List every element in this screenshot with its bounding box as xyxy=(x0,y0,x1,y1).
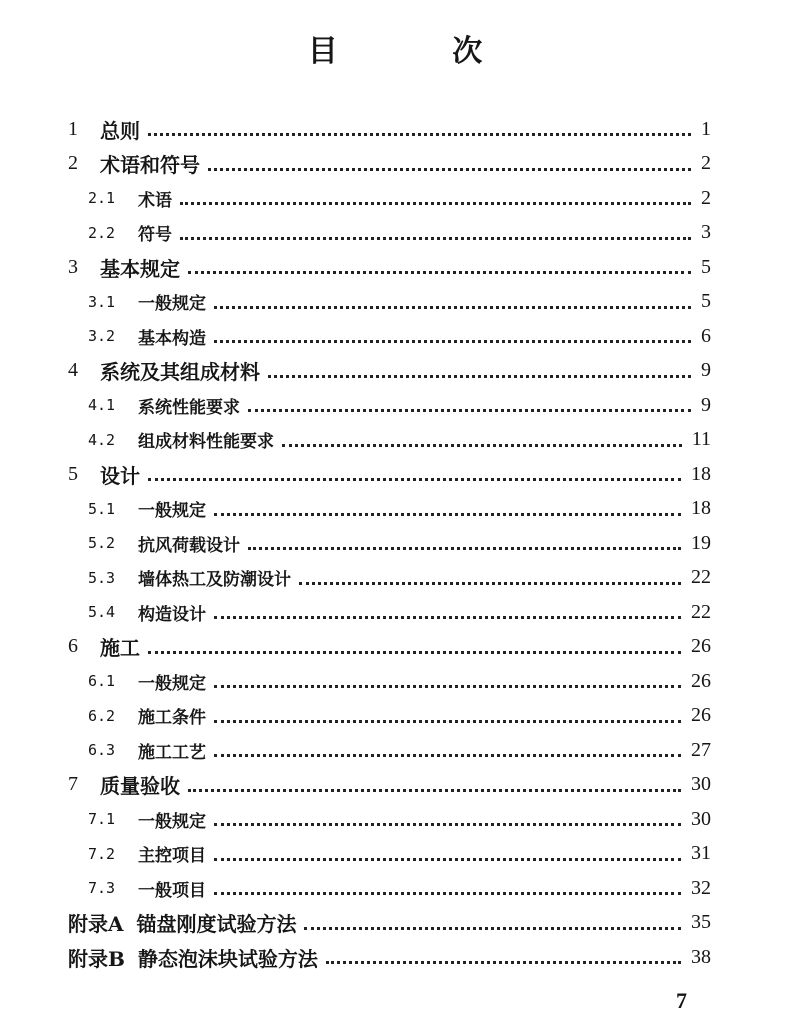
toc-entry-title: 施工条件 xyxy=(138,708,206,729)
toc-entry-page: 30 xyxy=(691,807,711,830)
toc-entry-page: 2 xyxy=(701,152,711,175)
table-of-contents xyxy=(0,112,790,975)
toc-entry-number: 1 xyxy=(68,117,78,140)
toc-dot-leader xyxy=(188,269,691,274)
toc-entry-title: 主控项目 xyxy=(138,846,206,867)
toc-entry-title: 基本构造 xyxy=(138,328,206,349)
toc-entry-number: 5.4 xyxy=(88,603,116,622)
toc-dot-leader xyxy=(282,442,682,447)
toc-entry-page: 35 xyxy=(691,911,711,934)
toc-dot-leader xyxy=(214,683,681,688)
toc-entry-number: 6.3 xyxy=(88,741,116,760)
toc-entry-page: 19 xyxy=(691,531,711,554)
toc-entry-number: 2 xyxy=(68,152,78,175)
toc-entry-page: 31 xyxy=(691,842,711,865)
toc-dot-leader xyxy=(180,235,691,240)
toc-section-entry xyxy=(0,216,790,251)
toc-entry-page: 18 xyxy=(691,462,711,485)
toc-entry-page: 18 xyxy=(691,497,711,520)
toc-dot-leader xyxy=(248,545,681,550)
toc-entry-title: 附录A 锚盘刚度试验方法 xyxy=(68,912,297,937)
toc-entry-number: 4.1 xyxy=(88,396,116,415)
toc-dot-leader xyxy=(214,304,691,309)
toc-entry-page: 22 xyxy=(691,566,711,589)
toc-dot-leader xyxy=(214,614,681,619)
toc-dot-leader xyxy=(214,821,681,826)
toc-entry-title: 施工工艺 xyxy=(138,742,206,763)
toc-entry-title: 总则 xyxy=(100,118,140,143)
toc-section-entry xyxy=(0,664,790,699)
toc-entry-number: 3.1 xyxy=(88,292,116,311)
toc-entry-number: 6.1 xyxy=(88,672,116,691)
toc-entry-page: 6 xyxy=(701,324,711,347)
page-number: 7 xyxy=(676,988,687,1013)
toc-entry-title: 一般规定 xyxy=(138,673,206,694)
toc-entry-title: 构造设计 xyxy=(138,604,206,625)
toc-entry-number: 2.1 xyxy=(88,189,116,208)
toc-section-entry xyxy=(0,526,790,561)
toc-dot-leader xyxy=(148,476,681,481)
toc-entry-title: 系统性能要求 xyxy=(138,397,240,418)
toc-entry-page: 26 xyxy=(691,669,711,692)
toc-chapter-entry xyxy=(0,250,790,285)
toc-entry-title: 组成材料性能要求 xyxy=(138,432,274,453)
toc-chapter-entry xyxy=(0,354,790,389)
page-title: 目 次 xyxy=(307,34,535,69)
toc-entry-title: 术语和符号 xyxy=(100,153,200,178)
toc-section-entry xyxy=(0,319,790,354)
toc-dot-leader xyxy=(268,373,691,378)
toc-dot-leader xyxy=(299,580,681,585)
toc-entry-title: 术语 xyxy=(138,190,172,211)
toc-entry-title: 质量验收 xyxy=(100,774,180,799)
toc-entry-number: 7 xyxy=(68,773,78,796)
toc-chapter-entry xyxy=(0,112,790,147)
toc-entry-number: 7.3 xyxy=(88,879,116,898)
toc-dot-leader xyxy=(214,511,681,516)
toc-entry-title: 附录B 静态泡沫块试验方法 xyxy=(68,946,318,971)
toc-entry-title: 系统及其组成材料 xyxy=(100,360,260,385)
toc-entry-page: 3 xyxy=(701,221,711,244)
toc-dot-leader xyxy=(208,166,691,171)
toc-entry-title: 设计 xyxy=(100,463,140,488)
toc-entry-title: 一般项目 xyxy=(138,880,206,901)
toc-dot-leader xyxy=(148,649,681,654)
toc-dot-leader xyxy=(148,131,691,136)
toc-entry-page: 11 xyxy=(691,428,711,451)
toc-entry-number: 3.2 xyxy=(88,327,116,346)
toc-entry-title: 一般规定 xyxy=(138,811,206,832)
toc-entry-page: 30 xyxy=(691,773,711,796)
toc-section-entry xyxy=(0,492,790,527)
toc-appendix-entry xyxy=(0,940,790,975)
toc-entry-title: 施工 xyxy=(100,636,140,661)
toc-section-entry xyxy=(0,733,790,768)
toc-section-entry xyxy=(0,837,790,872)
toc-section-entry xyxy=(0,388,790,423)
toc-entry-page: 1 xyxy=(701,117,711,140)
toc-chapter-entry xyxy=(0,457,790,492)
toc-entry-page: 26 xyxy=(691,635,711,658)
toc-entry-title: 抗风荷载设计 xyxy=(138,535,240,556)
toc-dot-leader xyxy=(214,856,681,861)
toc-dot-leader xyxy=(214,718,681,723)
toc-chapter-entry xyxy=(0,147,790,182)
toc-entry-page: 22 xyxy=(691,600,711,623)
toc-section-entry xyxy=(0,285,790,320)
toc-appendix-entry xyxy=(0,906,790,941)
toc-entry-page: 9 xyxy=(701,359,711,382)
toc-dot-leader xyxy=(248,407,691,412)
toc-section-entry xyxy=(0,871,790,906)
toc-entry-number: 4.2 xyxy=(88,430,116,449)
toc-entry-number: 4 xyxy=(68,359,78,382)
toc-entry-page: 26 xyxy=(691,704,711,727)
toc-dot-leader xyxy=(180,200,691,205)
toc-entry-page: 38 xyxy=(691,945,711,968)
toc-entry-page: 5 xyxy=(701,290,711,313)
toc-section-entry xyxy=(0,181,790,216)
toc-entry-number: 6.2 xyxy=(88,706,116,725)
toc-entry-number: 7.1 xyxy=(88,810,116,829)
toc-entry-number: 2.2 xyxy=(88,223,116,242)
toc-dot-leader xyxy=(214,890,681,895)
toc-entry-page: 5 xyxy=(701,255,711,278)
toc-entry-title: 符号 xyxy=(138,225,172,246)
toc-entry-number: 6 xyxy=(68,635,78,658)
toc-section-entry xyxy=(0,802,790,837)
toc-dot-leader xyxy=(304,925,681,930)
toc-entry-page: 9 xyxy=(701,393,711,416)
toc-dot-leader xyxy=(214,338,691,343)
toc-dot-leader xyxy=(188,787,681,792)
toc-entry-page: 2 xyxy=(701,186,711,209)
toc-section-entry xyxy=(0,561,790,596)
toc-entry-title: 墙体热工及防潮设计 xyxy=(138,570,291,591)
toc-section-entry xyxy=(0,699,790,734)
toc-entry-title: 一般规定 xyxy=(138,294,206,315)
toc-entry-page: 27 xyxy=(691,738,711,761)
toc-section-entry xyxy=(0,595,790,630)
toc-entry-page: 32 xyxy=(691,876,711,899)
toc-section-entry xyxy=(0,423,790,458)
toc-entry-title: 一般规定 xyxy=(138,501,206,522)
toc-entry-number: 7.2 xyxy=(88,844,116,863)
toc-entry-number: 5 xyxy=(68,462,78,485)
toc-chapter-entry xyxy=(0,630,790,665)
toc-chapter-entry xyxy=(0,768,790,803)
toc-entry-number: 5.3 xyxy=(88,568,116,587)
toc-dot-leader xyxy=(326,959,681,964)
toc-dot-leader xyxy=(214,752,681,757)
toc-entry-number: 3 xyxy=(68,255,78,278)
toc-entry-number: 5.1 xyxy=(88,499,116,518)
toc-entry-number: 5.2 xyxy=(88,534,116,553)
toc-entry-title: 基本规定 xyxy=(100,256,180,281)
